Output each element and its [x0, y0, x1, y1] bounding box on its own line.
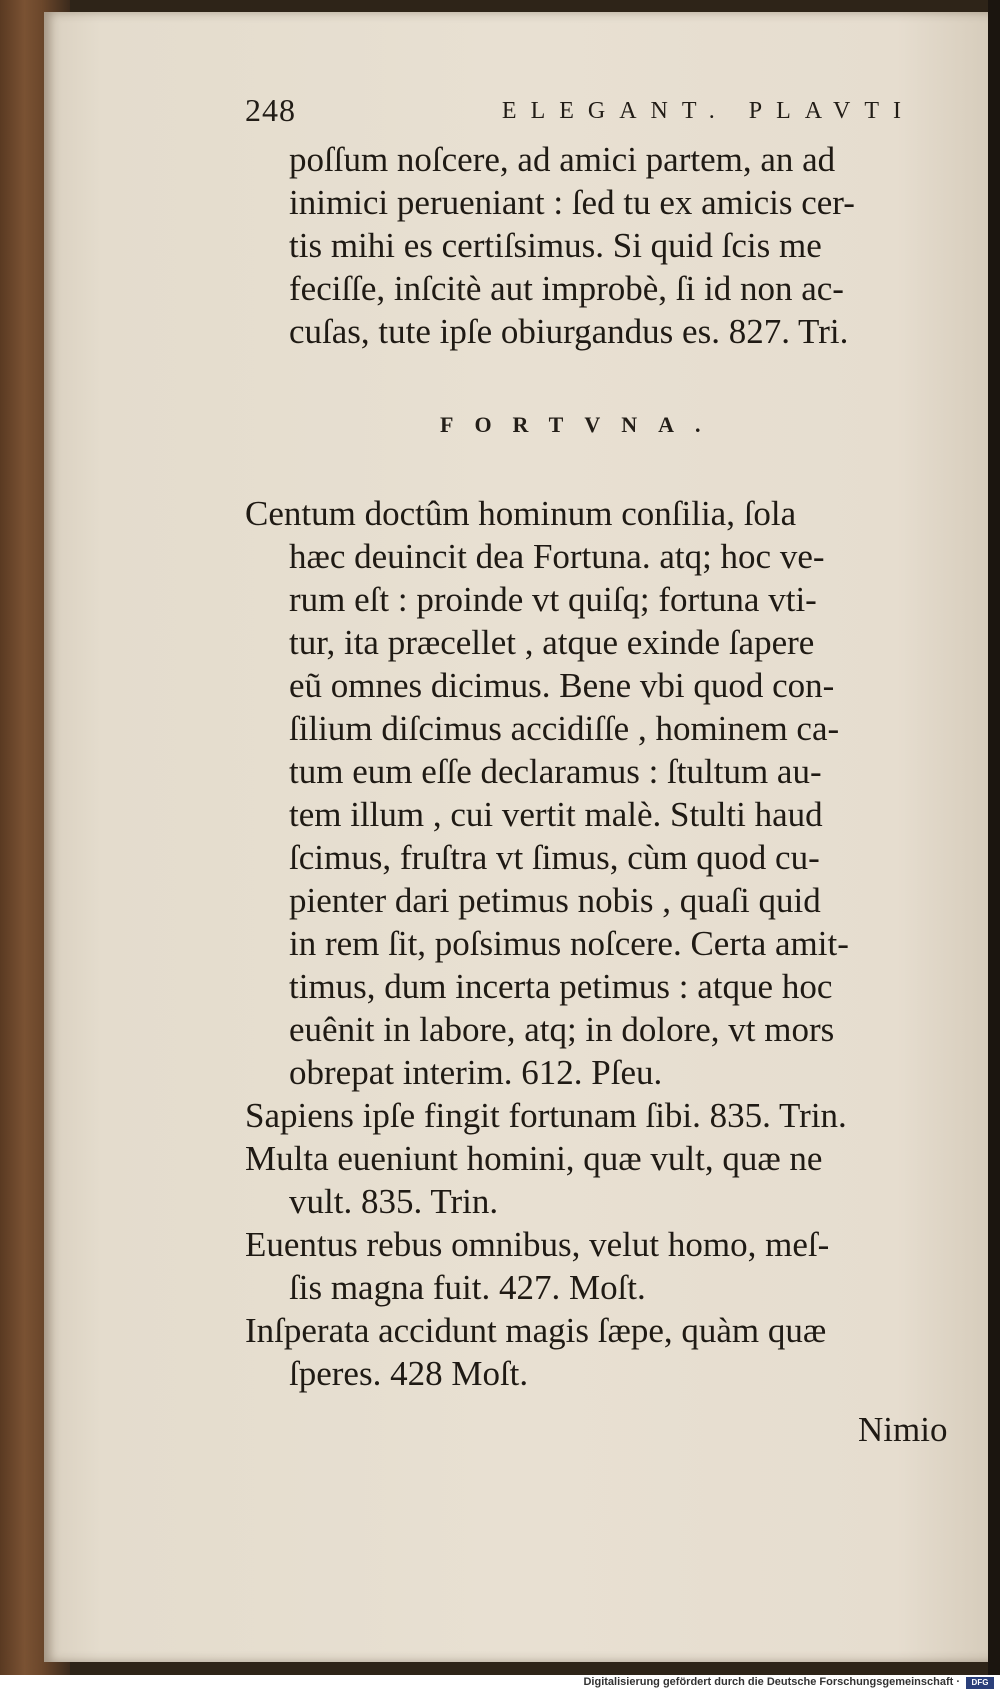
dfg-logo-icon: DFG [966, 1677, 994, 1689]
text-line: tem illum , cui vertit malè. Stulti haud [289, 795, 823, 834]
text-line: inimici perueniant : ſed tu ex amicis cer- [289, 183, 855, 222]
page-edge-shadow [988, 0, 1000, 1675]
text-line: obrepat interim. 612. Pſeu. [289, 1053, 663, 1092]
text-line: cuſas, tute ipſe obiurgandus es. 827. Tri. [289, 312, 849, 351]
text-line: timus, dum incerta petimus : atque hoc [289, 967, 833, 1006]
text-line: Sapiens ipſe fingit fortunam ſibi. 835. Trin. [245, 1096, 847, 1135]
text-line: feciſſe, inſcitè aut improbè, ſi id non ac- [289, 269, 844, 308]
footer-bar [0, 1675, 1000, 1691]
text-line: hæc deuincit dea Fortuna. atq; hoc ve- [289, 537, 825, 576]
text-line: in rem ſit, poſsimus noſcere. Certa amit- [289, 924, 849, 963]
section-heading: FORTVNA. [440, 412, 722, 437]
text-line: rum eſt : proinde vt quiſq; fortuna vti- [289, 580, 817, 619]
page-number: 248 [245, 92, 296, 128]
text-line: pienter dari petimus nobis , quaſi quid [289, 881, 821, 920]
text-line: vult. 835. Trin. [289, 1182, 499, 1221]
text-line: ſilium diſcimus accidiſſe , hominem ca- [289, 709, 840, 748]
text-line: Euentus rebus omnibus, velut homo, meſ- [245, 1225, 830, 1264]
text-line: ſperes. 428 Moſt. [289, 1354, 529, 1393]
text-line: poſſum noſcere, ad amici partem, an ad [289, 140, 836, 179]
text-line: Multa eueniunt homini, quæ vult, quæ ne [245, 1139, 823, 1178]
text-line: tur, ita præcellet , atque exinde ſapere [289, 623, 815, 662]
running-title: ELEGANT. PLAVTI [501, 98, 915, 124]
text-line: euênit in labore, atq; in dolore, vt mors [289, 1010, 835, 1049]
entry-fortuna-1 [245, 492, 975, 1094]
top-paragraph [245, 138, 975, 353]
text-line: ſis magna fuit. 427. Moſt. [289, 1268, 646, 1307]
catchword: Nimio [858, 1410, 948, 1449]
text-line: Inſperata accidunt magis ſæpe, quàm quæ [245, 1311, 827, 1350]
entry-fortuna-3 [245, 1137, 975, 1223]
entry-fortuna-5 [245, 1309, 975, 1395]
text-line: tis mihi es certiſsimus. Si quid ſcis me [289, 226, 822, 265]
entry-fortuna-2 [245, 1094, 975, 1137]
text-line: eũ omnes dicimus. Bene vbi quod con- [289, 666, 835, 705]
text-line: ſcimus, fruſtra vt ſimus, cùm quod cu- [289, 838, 820, 877]
running-header [245, 92, 915, 129]
text-line: tum eum eſſe declaramus : ſtultum au- [289, 752, 822, 791]
entry-fortuna-4 [245, 1223, 975, 1309]
footer-credit: Digitalisierung gefördert durch die Deutsche Forschungsgemeinschaft · [583, 1676, 960, 1688]
text-line: Centum doctûm hominum conſilia, ſola [245, 494, 797, 533]
